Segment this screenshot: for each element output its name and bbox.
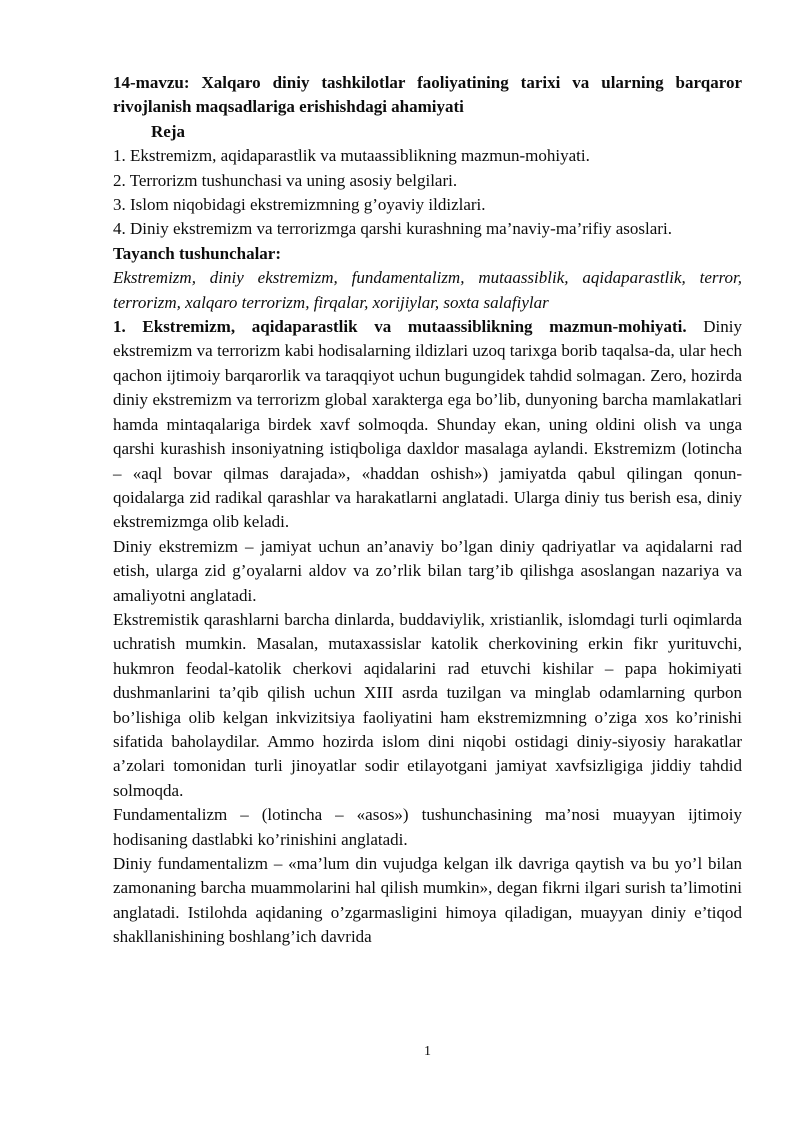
plan-item-4: 4. Diniy ekstremizm va terrorizmga qarshi kurashning ma’naviy-ma’rifiy asoslari. [113,219,672,239]
body-paragraph-diniy-ekstremizm: Diniy ekstremizm – jamiyat uchun an’anaviy bo’lgan diniy qadriyatlar va aqidalarni rad etish, ularga zid g’oyalarni aldov va zo’rlik bilan targ’ib qilishga asoslangan nazariya va amaliyotni anglatadi. [113,536,742,605]
key-terms-label: Tayanch tushunchalar: [113,243,282,263]
plan-item-1: 1. Ekstremizm, aqidaparastlik va mutaassiblikning mazmun-mohiyati. [113,146,590,166]
body-paragraph-ekstremistik-qarashlar: Ekstremistik qarashlarni barcha dinlarda, buddaviylik, xristianlik, islomdagi turli oqimlarda uchratish mumkin. Masalan, mutaxassislar katolik cherkovining erkin fikr yurituvchi, hukmron feodal-katolik cherkovi aqidalarini rad etuvchi kishilar – papa hokimiyati dushmanlarini ta’qib qilish uchun XIII asrda tuzilgan va minglab odamlarning qurbon bo’lishiga olib kelgan inkvizitsiya faoliyatini ham ekstremizmning o’ziga xos ko’rinishi sifatida baholaydilar. Ammo hozirda islom dini niqobi ostidagi diniy-siyosiy harakatlar a’zolari tomonidan turli jinoyatlar sodir etilayotgani jamiyat xavfsizligiga jiddiy tahdid solmoqda. [113,609,742,800]
section-1-lead: Diniy ekstremizm va terrorizm kabi hodisalarning ildizlari uzoq tarixga borib taqalsa-da, ular hech qachon ijtimoiy barqarorlik va taraqqiyot uchun bugungidek tahdid solmagan. Zero, hozirda diniy ekstremizm va terrorizm global xarakterga ega bo’lib, dunyoning barcha mamlakatlari hamda mintaqalariga birdek xavf solmoqda. Shunday ekan, uning oldini olish va unga qarshi kurashish insoniyatning istiqboliga daxldor masalaga aylandi. Ekstremizm (lotincha – «aql bovar qilmas darajada», «haddan oshish») jamiyatda qabul qilingan qonun-qoidalarga zid radikal qarashlar va harakatlarni anglatadi. Ularga diniy tus berish esa, diniy ekstremizmga olib keladi. [113,317,743,532]
section-1-paragraph [113,315,742,535]
plan-heading: Reja [151,121,185,141]
body-paragraph-diniy-fundamentalizm: Diniy fundamentalizm – «ma’lum din vujudga kelgan ilk davriga qaytish va bu yo’l bilan zamonaning barcha muammolarini hal qilish mumkin», degan fikrni ilgari surish ta’limotini anglatadi. Istilohda aqidaning o’zgarmasligini himoya qiladigan, muayyan diniy e’tiqod shakllanishining boshlang’ich davrida [113,854,742,947]
plan-item-2: 2. Terrorizm tushunchasi va uning asosiy belgilari. [113,170,458,190]
section-1-heading: 1. Ekstremizm, aqidaparastlik va mutaassiblikning mazmun-mohiyati. [113,317,687,337]
page-number: 1 [424,1044,431,1059]
body-paragraph-fundamentalizm: Fundamentalizm – (lotincha – «asos») tushunchasining ma’nosi muayyan ijtimoiy hodisaning dastlabki ko’rinishini anglatadi. [113,805,742,849]
document-title: 14-mavzu: Xalqaro diniy tashkilotlar faoliyatining tarixi va ularning barqaror rivojlanish maqsadlariga erishishdagi ahamiyati [113,73,742,117]
plan-item-3: 3. Islom niqobidagi ekstremizmning g’oyaviy ildizlari. [113,195,486,215]
key-terms-list: Ekstremizm, diniy ekstremizm, fundamentalizm, mutaassiblik, aqidaparastlik, terror, terrorizm, xalqaro terrorizm, firqalar, xorijiylar, soxta salafiylar [113,268,742,312]
page-content [113,71,742,950]
